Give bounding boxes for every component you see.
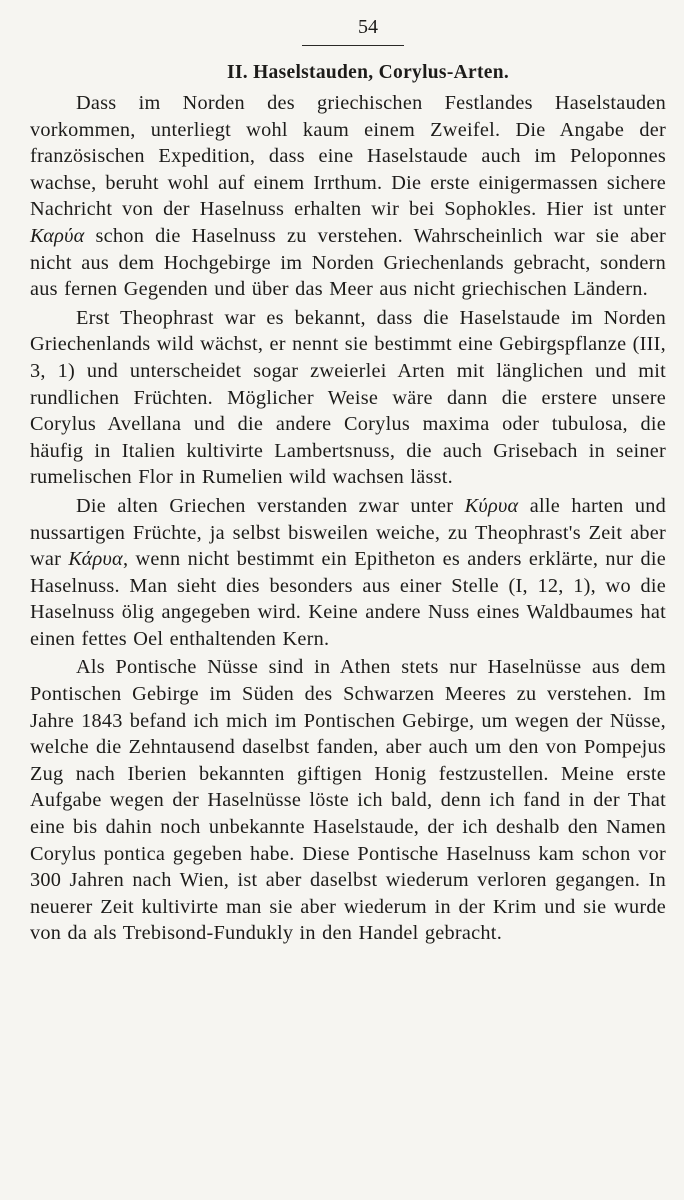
section-heading: II. Haselstauden, Corylus-Arten.: [226, 62, 510, 83]
text-run: Die alten Griechen verstanden zwar unter: [76, 494, 465, 517]
text-run: Dass im Norden des griechischen Festlandes Haselstauden vorkommen, unterliegt wohl kaum einem Zweifel. Die Angabe der französischen Expedition, dass eine Haselstaude auch im Peloponnes wachse, beruht wohl auf einem Irrthum. Die erste einigermassen sichere Nachricht von der Haselnuss erhalten wir bei Sophokles. Hier ist unter: [30, 92, 666, 221]
text-run: schon die Haselnuss zu verstehen. Wahrscheinlich war sie aber nicht aus dem Hochgebirge im Norden Griechenlands gebracht, sondern aus fernen Gegenden und über das Meer aus nicht griechischen Ländern.: [30, 224, 666, 301]
page-number: 54: [358, 16, 378, 38]
header-rule: [302, 45, 404, 46]
book-page: [30, 14, 666, 1184]
greek-word: Κύρυα: [464, 494, 519, 517]
greek-word: Κάρυα: [68, 548, 123, 571]
text-run: alle harten und nussartigen Früchte, ja selbst bisweilen weiche, zu Theophrast's Zeit aber war: [30, 494, 666, 571]
text-run: , wenn nicht bestimmt ein Epitheton es anders erklärte, nur die Haselnuss. Man sieht dies besonders aus einer Stelle (I, 12, 1), wo die Haselnuss ölig angegeben wird. Keine andere Nuss eines Waldbaumes hat einen fettes Oel enthaltenden Kern.: [30, 548, 666, 650]
text-run: Erst Theophrast war es bekannt, dass die Haselstaude im Norden Griechenlands wild wächst, er nennt sie bestimmt eine Gebirgspflanze (III, 3, 1) und unterscheidet sogar zweierlei Arten mit länglichen und mit rundlichen Früchten. Möglicher Weise wäre dann die erstere unsere Corylus Avellana und die andere Corylus maxima oder tubulosa, die häufig in Italien kultivirte Lambertsnuss, die auch Grisebach in seiner rumelischen Flor in Rumelien wild wachsen lässt.: [30, 306, 666, 489]
paragraph: [30, 305, 666, 491]
greek-word: Καρύα: [30, 224, 85, 247]
paragraph: [30, 493, 666, 653]
text-run: Als Pontische Nüsse sind in Athen stets nur Haselnüsse aus dem Pontischen Gebirge im Süden des Schwarzen Meeres zu verstehen. Im Jahre 1843 befand ich mich im Pontischen Gebirge, um wegen der Nüsse, welche die Zehntausend daselbst fanden, aber auch um den von Pompejus Zug nach Iberien bekannten giftigen Honig festzustellen. Meine erste Aufgabe wegen der Haselnüsse löste ich bald, denn ich fand in der That eine bis dahin noch unbekannte Haselstaude, der ich deshalb den Namen Corylus pontica gegeben habe. Diese Pontische Haselnuss kam schon vor 300 Jahren nach Wien, ist aber daselbst wiederum verloren gegangen. In neuerer Zeit kultivirte man sie aber wiederum in der Krim und sie wurde von da als Trebisond-Fundukly in den Handel gebracht.: [30, 656, 666, 945]
body-text: [30, 90, 666, 947]
paragraph: [30, 654, 666, 947]
paragraph: [30, 90, 666, 303]
